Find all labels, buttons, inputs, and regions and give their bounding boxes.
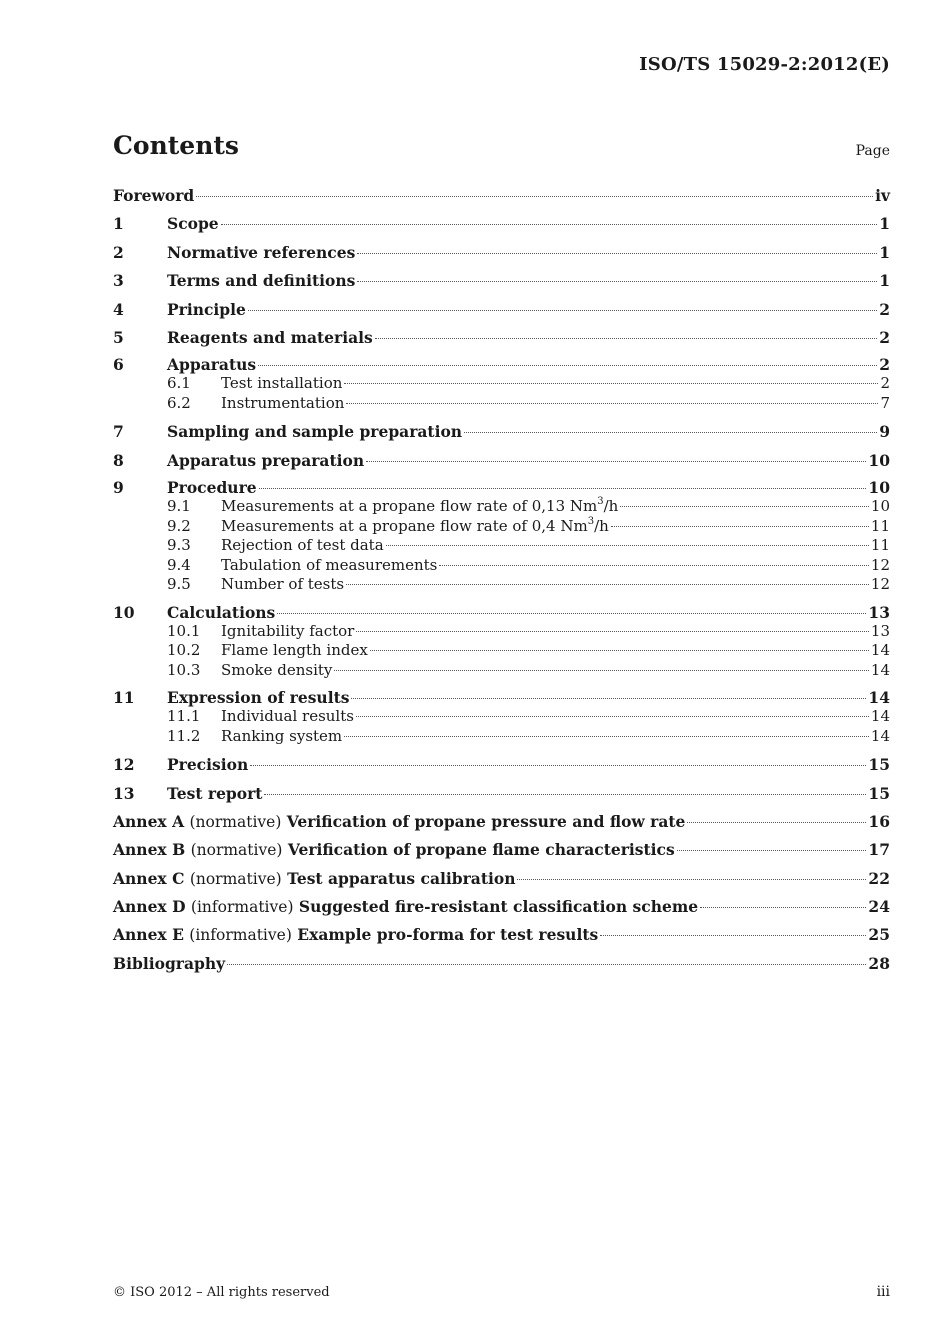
toc-subentry-page: 14 — [870, 660, 890, 679]
toc-subentry-title: Measurements at a propane flow rate of 0,4 Nm$^3$/h — [221, 515, 609, 535]
toc-entry-scope[interactable] — [113, 213, 890, 241]
dot-leader — [464, 432, 877, 433]
toc-entry-reagents[interactable] — [113, 327, 890, 355]
toc-entry-page: 1 — [879, 214, 890, 234]
toc-entry-title: Scope — [167, 214, 219, 234]
toc-subentry-number: 9.3 — [167, 536, 191, 555]
dot-leader — [221, 224, 878, 225]
dot-leader — [611, 526, 869, 527]
dot-leader — [375, 338, 877, 339]
dot-leader — [334, 670, 869, 671]
toc-subentry-number: 9.1 — [167, 497, 191, 516]
toc-entry-title: Test report — [167, 783, 263, 803]
toc-subentry-title: Test installation — [221, 374, 343, 393]
toc-entry-title: Calculations — [167, 602, 276, 622]
dot-leader — [227, 964, 866, 965]
dot-leader — [196, 196, 873, 197]
dot-leader — [366, 461, 866, 462]
toc-entry-title: Annex E (informative) Example pro-forma for test results — [113, 925, 599, 945]
toc-subentry-page: 7 — [880, 393, 890, 412]
toc-entry-terms-definitions[interactable] — [113, 270, 890, 298]
toc-entry-title: Annex A (normative) Verification of propane pressure and flow rate — [113, 811, 686, 831]
toc-subentry-number: 9.4 — [167, 555, 191, 574]
toc-subentry-page: 10 — [870, 497, 890, 516]
toc-subentry-number: 10.2 — [167, 641, 201, 660]
dot-leader — [600, 935, 866, 936]
toc-entry-procedure[interactable] — [113, 478, 890, 497]
toc-subentry-number: 6.2 — [167, 393, 191, 412]
toc-subentry-title: Flame length index — [221, 641, 368, 660]
dot-leader — [386, 545, 869, 546]
toc-subentry-number: 10.1 — [167, 621, 201, 640]
dot-leader — [620, 506, 869, 507]
toc-entry-title: Annex B (normative) Verification of propane flame characteristics — [113, 840, 675, 860]
toc-entry-annex-e[interactable] — [113, 924, 890, 952]
toc-entry-page: 14 — [868, 688, 890, 708]
toc-entry-page: 1 — [879, 271, 890, 291]
toc-entry-test-report[interactable] — [113, 783, 890, 811]
toc-subentry-9-5[interactable] — [113, 575, 890, 603]
dot-leader — [346, 584, 869, 585]
dot-leader — [356, 631, 869, 632]
toc-subentry-9-1[interactable] — [113, 497, 890, 517]
toc-entry-annex-a[interactable] — [113, 811, 890, 839]
toc-subentry-11-2[interactable] — [113, 727, 890, 755]
toc-entry-title: Annex C (normative) Test apparatus calibration — [113, 868, 516, 888]
toc-entry-title: Expression of results — [167, 688, 350, 708]
toc-entry-number: 7 — [113, 422, 124, 442]
table-of-contents — [113, 185, 890, 981]
toc-entry-page: 17 — [868, 840, 890, 860]
toc-subentry-10-1[interactable] — [113, 622, 890, 642]
toc-subentry-page: 14 — [870, 726, 890, 745]
toc-entry-page: 2 — [879, 299, 890, 319]
dot-leader — [439, 565, 869, 566]
toc-entry-page: iv — [875, 186, 890, 205]
toc-subentry-number: 9.5 — [167, 575, 191, 594]
toc-entry-page: 9 — [879, 422, 890, 442]
toc-entry-page: 24 — [868, 897, 890, 917]
dot-leader — [351, 698, 866, 699]
toc-entry-page: 10 — [868, 478, 890, 498]
toc-entry-number: 2 — [113, 242, 124, 262]
toc-subentry-10-3[interactable] — [113, 661, 890, 689]
toc-subentry-9-3[interactable] — [113, 536, 890, 556]
dot-leader — [259, 488, 867, 489]
toc-entry-page: 15 — [868, 783, 890, 803]
toc-subentry-title: Measurements at a propane flow rate of 0,13 Nm$^3$/h — [221, 496, 619, 516]
dot-leader — [356, 716, 869, 717]
dot-leader — [700, 907, 866, 908]
toc-subentry-number: 11.2 — [167, 726, 201, 745]
toc-entry-number: 9 — [113, 478, 124, 498]
toc-entry-title: Principle — [167, 299, 246, 319]
toc-entry-title: Apparatus — [167, 355, 257, 375]
page-column-label: Page — [855, 143, 890, 159]
copyright-notice: © ISO 2012 – All rights reserved — [113, 1285, 330, 1300]
toc-subentry-page: 14 — [870, 641, 890, 660]
toc-entry-precision[interactable] — [113, 754, 890, 782]
toc-subentry-title: Individual results — [221, 707, 354, 726]
toc-subentry-title: Rejection of test data — [221, 536, 384, 555]
toc-entry-title: Terms and definitions — [167, 271, 356, 291]
toc-subentry-number: 6.1 — [167, 374, 191, 393]
toc-entry-annex-b[interactable] — [113, 839, 890, 867]
toc-entry-page: 13 — [868, 602, 890, 622]
toc-entry-annex-d[interactable] — [113, 896, 890, 924]
toc-entry-foreword[interactable] — [113, 185, 890, 213]
toc-subentry-page: 12 — [870, 555, 890, 574]
toc-subentry-number: 9.2 — [167, 516, 191, 535]
toc-subentry-page: 2 — [880, 374, 890, 393]
toc-entry-title: Sampling and sample preparation — [167, 422, 463, 442]
toc-entry-normative-references[interactable] — [113, 242, 890, 270]
toc-entry-number: 6 — [113, 355, 124, 375]
toc-entry-number: 3 — [113, 271, 124, 291]
document-id: ISO/TS 15029-2:2012(E) — [639, 54, 890, 75]
dot-leader — [344, 383, 878, 384]
toc-entry-page: 2 — [879, 327, 890, 347]
dot-leader — [357, 281, 877, 282]
toc-entry-page: 10 — [868, 450, 890, 470]
toc-subentry-title: Smoke density — [221, 660, 333, 679]
toc-entry-principle[interactable] — [113, 299, 890, 327]
toc-subentry-title: Ranking system — [221, 726, 343, 745]
toc-entry-page: 22 — [868, 868, 890, 888]
toc-entry-number: 5 — [113, 327, 124, 347]
dot-leader — [346, 403, 878, 404]
toc-entry-title: Annex D (informative) Suggested fire-resistant classification scheme — [113, 897, 699, 917]
toc-entry-page: 25 — [868, 925, 890, 945]
toc-entry-title: Apparatus preparation — [167, 450, 365, 470]
toc-entry-page: 16 — [868, 811, 890, 831]
toc-subentry-title: Tabulation of measurements — [221, 555, 438, 574]
toc-entry-expression-of-results[interactable] — [113, 688, 890, 707]
toc-entry-title: Precision — [167, 755, 249, 775]
toc-entry-number: 4 — [113, 299, 124, 319]
toc-subentry-page: 13 — [870, 621, 890, 640]
toc-entry-apparatus[interactable] — [113, 355, 890, 374]
toc-entry-number: 10 — [113, 602, 135, 622]
toc-subentry-6-2[interactable] — [113, 394, 890, 422]
contents-title: Contents — [113, 131, 240, 160]
toc-subentry-page: 14 — [870, 707, 890, 726]
toc-entry-title: Normative references — [167, 242, 356, 262]
dot-leader — [344, 736, 869, 737]
toc-subentry-page: 12 — [870, 575, 890, 594]
toc-subentry-9-4[interactable] — [113, 556, 890, 576]
dot-leader — [370, 650, 869, 651]
dot-leader — [250, 765, 866, 766]
toc-entry-title: Bibliography — [113, 953, 226, 973]
toc-entry-number: 11 — [113, 688, 135, 708]
toc-subentry-6-1[interactable] — [113, 374, 890, 394]
toc-entry-sampling[interactable] — [113, 421, 890, 449]
toc-entry-calculations[interactable] — [113, 603, 890, 622]
toc-entry-number: 13 — [113, 783, 135, 803]
toc-entry-page: 28 — [868, 953, 890, 973]
toc-subentry-page: 11 — [870, 536, 890, 555]
toc-entry-page: 15 — [868, 755, 890, 775]
dot-leader — [677, 850, 867, 851]
toc-entry-number: 12 — [113, 755, 135, 775]
dot-leader — [277, 613, 866, 614]
toc-subentry-title: Instrumentation — [221, 393, 345, 412]
dot-leader — [248, 310, 877, 311]
toc-subentry-page: 11 — [870, 516, 890, 535]
toc-entry-annex-c[interactable] — [113, 868, 890, 896]
toc-entry-page: 2 — [879, 355, 890, 375]
toc-subentry-11-1[interactable] — [113, 707, 890, 727]
toc-subentry-title: Number of tests — [221, 575, 345, 594]
toc-subentry-title: Ignitability factor — [221, 621, 355, 640]
toc-entry-title: Foreword — [113, 186, 195, 205]
toc-entry-title: Procedure — [167, 478, 257, 498]
dot-leader — [264, 794, 866, 795]
dot-leader — [687, 822, 866, 823]
toc-entry-title: Reagents and materials — [167, 327, 373, 347]
toc-entry-number: 1 — [113, 214, 124, 234]
dot-leader — [357, 253, 877, 254]
toc-subentry-10-2[interactable] — [113, 641, 890, 661]
toc-subentry-9-2[interactable] — [113, 517, 890, 537]
page-number: iii — [876, 1284, 890, 1300]
dot-leader — [258, 365, 877, 366]
toc-entry-apparatus-preparation[interactable] — [113, 450, 890, 478]
toc-entry-page: 1 — [879, 242, 890, 262]
dot-leader — [517, 879, 866, 880]
toc-entry-bibliography[interactable] — [113, 953, 890, 981]
toc-subentry-number: 10.3 — [167, 660, 201, 679]
toc-entry-number: 8 — [113, 450, 124, 470]
toc-subentry-number: 11.1 — [167, 707, 201, 726]
